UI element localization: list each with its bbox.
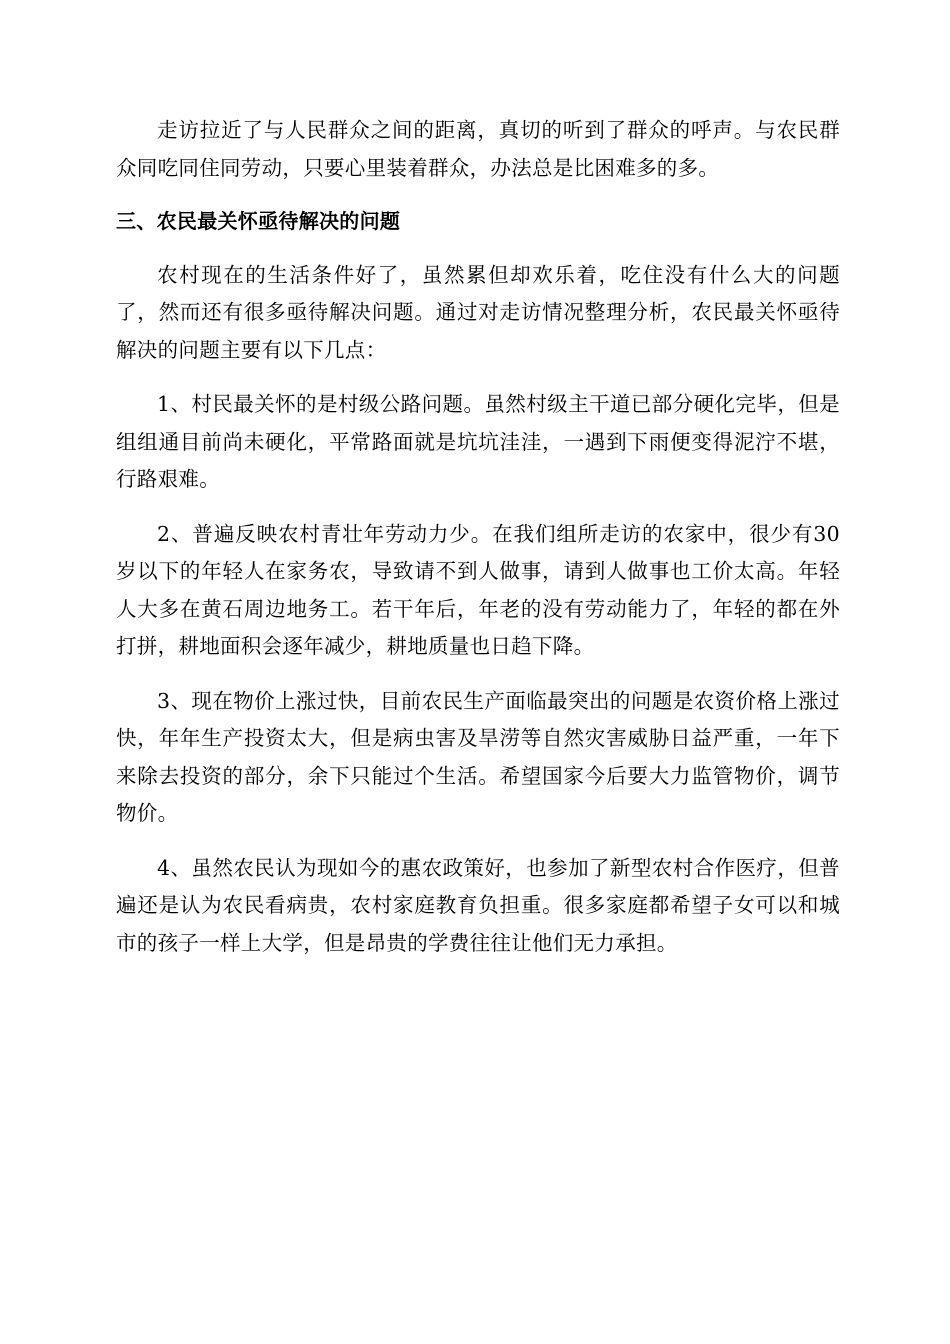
paragraph-visit-summary: 走访拉近了与人民群众之间的距离，真切的听到了群众的呼声。与农民群众同吃同住同劳动，只要心里装着群众，办法总是比困难多的多。 [116,118,840,180]
paragraph-intro: 农村现在的生活条件好了，虽然累但却欢乐着，吃住没有什么大的问题了，然而还有很多亟待解决问题。通过对走访情况整理分析，农民最关怀亟待解决的问题主要有以下几点： [116,262,840,362]
section-heading: 三、农民最关怀亟待解决的问题 [116,209,401,233]
document-page [116,112,840,962]
paragraph-point-2: 2、普遍反映农村青壮年劳动力少。在我们组所走访的农家中，很少有30岁以下的年轻人在家务农，导致请不到人做事，请到人做事也工价太高。年轻人大多在黄石周边地务工。若干年后，年老的没有劳动能力了，年轻的都在外打拼，耕地面积会逐年减少，耕地质量也日趋下降。 [116,521,840,658]
paragraph-point-3: 3、现在物价上涨过快，目前农民生产面临最突出的问题是农资价格上涨过快，年年生产投资太大，但是病虫害及旱涝等自然灾害威胁日益严重，一年下来除去投资的部分，余下只能过个生活。希望国家今后要大力监管物价，调节物价。 [116,688,840,825]
paragraph-point-1: 1、村民最关怀的是村级公路问题。虽然村级主干道已部分硬化完毕，但是组组通目前尚未硬化，平常路面就是坑坑洼洼，一遇到下雨便变得泥泞不堪，行路艰难。 [116,392,840,491]
paragraph-point-4: 4、虽然农民认为现如今的惠农政策好，也参加了新型农村合作医疗，但普遍还是认为农民看病贵，农村家庭教育负担重。很多家庭都希望子女可以和城市的孩子一样上大学，但是昂贵的学费往往让他们无力承担。 [116,855,840,955]
